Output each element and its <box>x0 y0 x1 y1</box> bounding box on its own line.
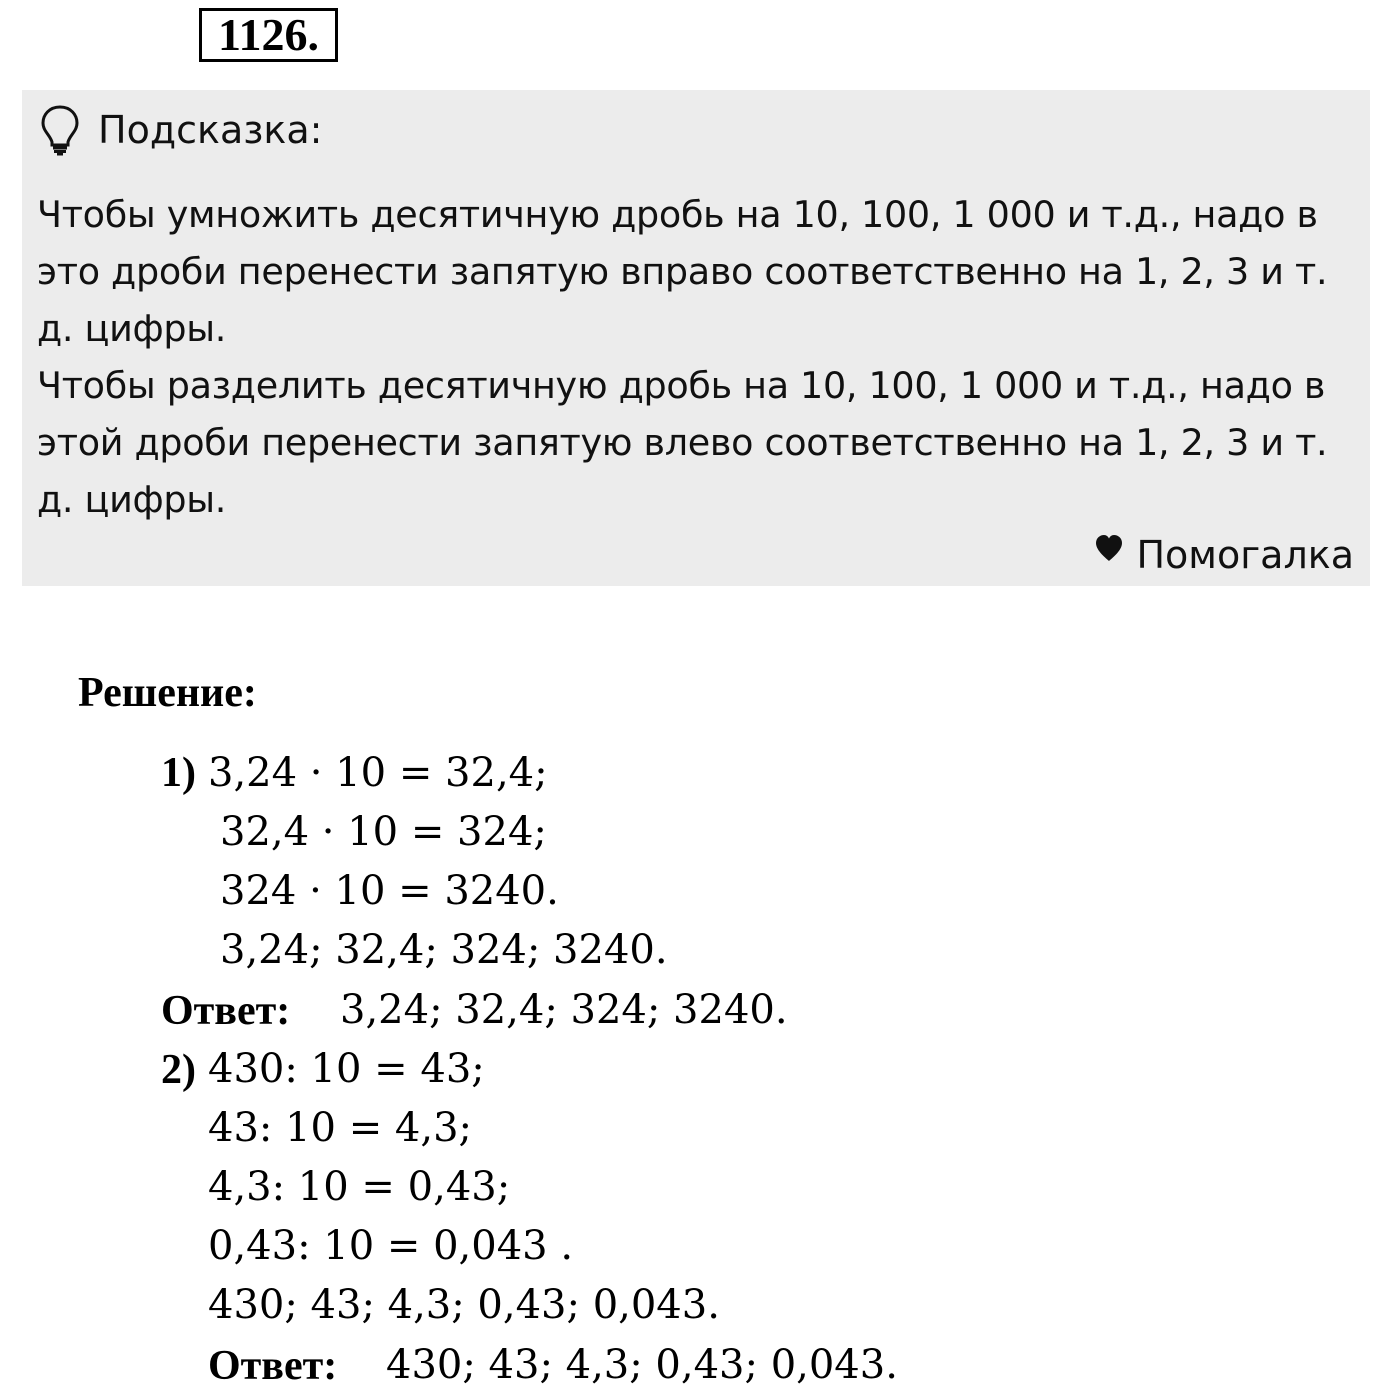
part2-line: 430; 43; 4,3; 0,43; 0,043. <box>208 1282 720 1328</box>
hint-line: это дроби перенести запятую вправо соответственно на 1, 2, 3 и т. <box>37 250 1328 293</box>
credit <box>1094 530 1354 580</box>
part2-line: 0,43: 10 = 0,043 . <box>208 1223 574 1269</box>
hint-line: этой дроби перенести запятую влево соответственно на 1, 2, 3 и т. <box>37 421 1328 464</box>
hint-line: д. цифры. <box>37 307 227 350</box>
hint-header <box>40 104 322 156</box>
part1-line: 3,24; 32,4; 324; 3240. <box>220 927 668 973</box>
solution-title: Решение: <box>78 670 257 716</box>
part1-line: 3,24 · 10 = 32,4; <box>208 750 548 796</box>
part1-label: 1) <box>161 750 196 796</box>
hint-box <box>22 90 1370 586</box>
part2-line: 4,3: 10 = 0,43; <box>208 1164 511 1210</box>
hint-line: Чтобы умножить десятичную дробь на 10, 100, 1 000 и т.д., надо в <box>37 193 1318 236</box>
hint-title: Подсказка: <box>98 108 323 152</box>
task-number: 1126. <box>199 8 338 62</box>
hint-text <box>37 186 1357 528</box>
credit-label: Помогалка <box>1136 533 1354 577</box>
lightbulb-icon <box>40 104 80 156</box>
part1-line: 32,4 · 10 = 324; <box>220 809 547 855</box>
part1-answer-label: Ответ: <box>161 988 291 1034</box>
part2-label: 2) <box>161 1047 196 1093</box>
part2-line: 430: 10 = 43; <box>208 1046 485 1092</box>
part2-answer: 430; 43; 4,3; 0,43; 0,043. <box>386 1342 898 1388</box>
part2-line: 43: 10 = 4,3; <box>208 1105 473 1151</box>
part1-answer: 3,24; 32,4; 324; 3240. <box>340 987 788 1033</box>
part2-answer-label: Ответ: <box>208 1343 338 1389</box>
heart-icon <box>1094 534 1124 562</box>
part1-line: 324 · 10 = 3240. <box>220 868 559 914</box>
hint-line: Чтобы разделить десятичную дробь на 10, 100, 1 000 и т.д., надо в <box>37 364 1326 407</box>
hint-line: д. цифры. <box>37 478 227 521</box>
